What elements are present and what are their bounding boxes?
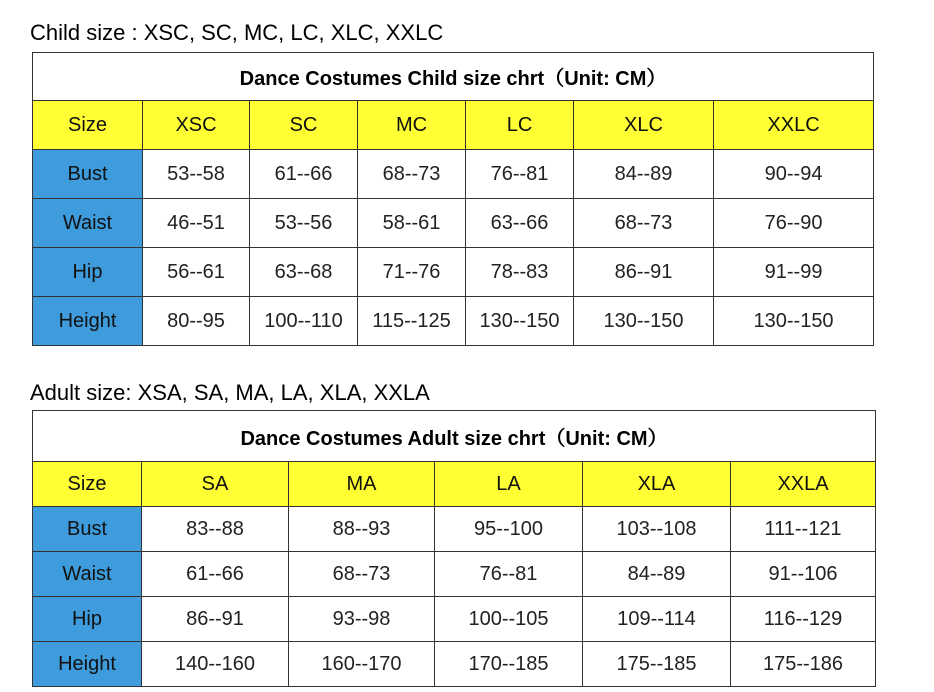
table-cell: 84--89 (574, 150, 714, 199)
table-row (33, 552, 876, 597)
table-cell: 68--73 (289, 552, 435, 597)
child-chart-title: Dance Costumes Child size chrt（Unit: CM） (33, 53, 874, 101)
table-cell: 88--93 (289, 507, 435, 552)
table-cell: 61--66 (250, 150, 358, 199)
table-cell: 116--129 (731, 597, 876, 642)
table-row (33, 248, 874, 297)
table-cell: 140--160 (142, 642, 289, 687)
table-cell: 53--56 (250, 199, 358, 248)
row-label: Bust (33, 507, 142, 552)
row-label: Waist (33, 199, 143, 248)
adult-size-caption: Adult size: XSA, SA, MA, LA, XLA, XXLA (30, 380, 430, 405)
table-cell: 130--150 (466, 297, 574, 346)
header-cell: XLA (583, 462, 731, 507)
table-cell: 91--99 (714, 248, 874, 297)
row-label: Hip (33, 597, 142, 642)
table-cell: 76--81 (435, 552, 583, 597)
header-cell: Size (33, 101, 143, 150)
table-cell: 58--61 (358, 199, 466, 248)
table-cell: 175--186 (731, 642, 876, 687)
table-row (33, 150, 874, 199)
adult-size-chart (32, 410, 876, 687)
header-cell: LA (435, 462, 583, 507)
row-label: Bust (33, 150, 143, 199)
child-size-chart (32, 52, 874, 346)
table-row (33, 297, 874, 346)
child-size-caption: Child size : XSC, SC, MC, LC, XLC, XXLC (30, 20, 444, 45)
child-header-row (33, 101, 874, 150)
adult-chart-title: Dance Costumes Adult size chrt（Unit: CM） (33, 411, 876, 462)
header-cell: XXLC (714, 101, 874, 150)
table-cell: 170--185 (435, 642, 583, 687)
table-cell: 80--95 (143, 297, 250, 346)
table-cell: 160--170 (289, 642, 435, 687)
table-cell: 76--90 (714, 199, 874, 248)
table-cell: 100--110 (250, 297, 358, 346)
header-cell: XXLA (731, 462, 876, 507)
table-cell: 100--105 (435, 597, 583, 642)
table-cell: 115--125 (358, 297, 466, 346)
table-row (33, 199, 874, 248)
table-row (33, 642, 876, 687)
adult-header-row (33, 462, 876, 507)
header-cell: MC (358, 101, 466, 150)
table-cell: 86--91 (142, 597, 289, 642)
row-label: Height (33, 297, 143, 346)
header-cell: XSC (143, 101, 250, 150)
table-row (33, 507, 876, 552)
table-cell: 95--100 (435, 507, 583, 552)
table-cell: 111--121 (731, 507, 876, 552)
header-cell: LC (466, 101, 574, 150)
header-cell: SA (142, 462, 289, 507)
table-cell: 90--94 (714, 150, 874, 199)
table-cell: 56--61 (143, 248, 250, 297)
table-cell: 130--150 (574, 297, 714, 346)
table-cell: 63--66 (466, 199, 574, 248)
table-cell: 130--150 (714, 297, 874, 346)
table-cell: 93--98 (289, 597, 435, 642)
row-label: Hip (33, 248, 143, 297)
table-cell: 91--106 (731, 552, 876, 597)
table-cell: 63--68 (250, 248, 358, 297)
table-cell: 175--185 (583, 642, 731, 687)
table-cell: 68--73 (358, 150, 466, 199)
table-cell: 76--81 (466, 150, 574, 199)
table-cell: 86--91 (574, 248, 714, 297)
table-row (33, 597, 876, 642)
table-cell: 61--66 (142, 552, 289, 597)
table-cell: 78--83 (466, 248, 574, 297)
row-label: Waist (33, 552, 142, 597)
table-cell: 53--58 (143, 150, 250, 199)
table-cell: 84--89 (583, 552, 731, 597)
header-cell: MA (289, 462, 435, 507)
table-cell: 46--51 (143, 199, 250, 248)
header-cell: SC (250, 101, 358, 150)
table-cell: 83--88 (142, 507, 289, 552)
table-cell: 68--73 (574, 199, 714, 248)
table-cell: 109--114 (583, 597, 731, 642)
header-cell: Size (33, 462, 142, 507)
table-cell: 71--76 (358, 248, 466, 297)
table-cell: 103--108 (583, 507, 731, 552)
row-label: Height (33, 642, 142, 687)
header-cell: XLC (574, 101, 714, 150)
